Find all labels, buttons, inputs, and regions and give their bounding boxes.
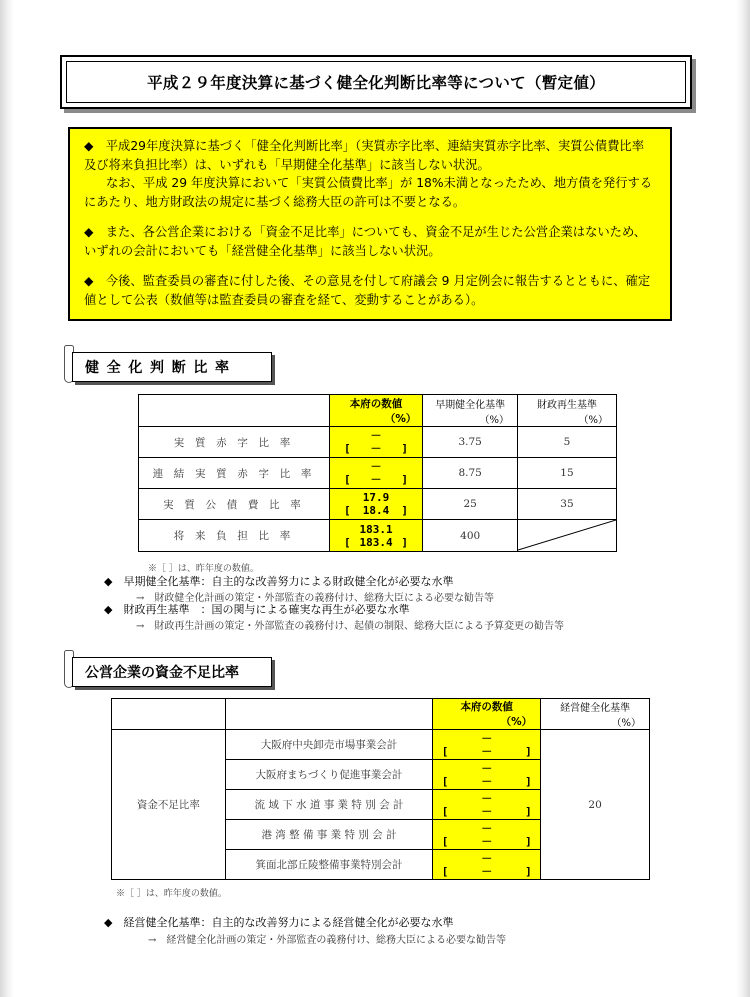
- fu-value-cell: [329, 489, 423, 520]
- diagonal-line: [518, 520, 616, 551]
- row-label: 大阪府まちづくり促進事業会計: [225, 760, 432, 790]
- rebuild-value: 5: [517, 427, 616, 458]
- fu-value-cell: [433, 790, 541, 820]
- fu-value-cell: [329, 427, 423, 458]
- table-corner: [112, 699, 226, 730]
- early-value: 3.75: [423, 427, 518, 458]
- header-fu-label: 本府の数値: [349, 397, 403, 410]
- header-fu-label: 本府の数値: [460, 701, 513, 713]
- shortfall-table: [111, 698, 650, 880]
- rebuild-value-na: [517, 520, 616, 552]
- header-fu-unit: （%）: [500, 716, 533, 728]
- summary-line: ◆ 平成29年度決算に基づく「健全化判断比率」（実質赤字比率、連結実質赤字比率、実質公債費比率: [84, 139, 645, 153]
- section2-heading: [64, 650, 279, 688]
- row-label: 港 湾 整 備 事 業 特 別 会 計: [225, 820, 432, 850]
- summary-paragraph-1: [84, 137, 660, 211]
- row-label: 実 質 公 債 費 比 率: [139, 489, 330, 520]
- summary-line: ◆ また、各公営企業における「資金不足比率」についても、資金不足が生じた公営企業はないため、: [84, 225, 647, 239]
- row-label: 将 来 負 担 比 率: [139, 520, 330, 552]
- previous-value: [ － ]: [441, 744, 532, 758]
- header-early-label: 早期健全化基準: [435, 399, 506, 411]
- section2-note: ※［ ］は、昨年度の数値。: [116, 889, 227, 899]
- section1-heading: [64, 345, 279, 383]
- row-label: 連 結 実 質 赤 字 比 率: [139, 458, 330, 489]
- early-value: 400: [423, 520, 518, 552]
- previous-value: [ － ]: [344, 473, 409, 486]
- section1-bullet-1: ◆ 早期健全化基準：自主的な改善努力による財政健全化が必要な水準: [104, 575, 454, 588]
- summary-box: [68, 127, 672, 321]
- header-rebuild-label: 財政再生基準: [536, 399, 597, 411]
- row-label: 流 域 下 水 道 事 業 特 別 会 計: [225, 790, 432, 820]
- page-edge-left: [0, 0, 14, 997]
- current-value: －: [370, 429, 382, 442]
- header-standard-unit: （%）: [611, 718, 641, 729]
- page-title: 平成２９年度決算に基づく健全化判断比率等について（暫定値）: [66, 61, 686, 103]
- current-value: －: [481, 791, 493, 805]
- header-fu-value: [433, 699, 541, 730]
- standard-value: 20: [541, 730, 650, 880]
- summary-line: 値として公表（数値等は監査委員の審査を経て、変動することがある）。: [84, 292, 484, 307]
- current-value: －: [481, 851, 493, 865]
- previous-value: [ － ]: [441, 774, 532, 788]
- current-value: －: [481, 731, 493, 745]
- table-row: [139, 520, 617, 552]
- row-label: 実 質 赤 字 比 率: [139, 427, 330, 458]
- section2-bullet: ◆ 経営健全化基準：自主的な改善努力による経営健全化が必要な水準: [104, 916, 454, 929]
- section1-note: ※［ ］は、昨年度の数値。: [148, 564, 259, 574]
- section1-bullet-2: ◆ 財政再生基準 ：国の関与による確実な再生が必要な水準: [104, 603, 410, 616]
- header-rebuild: [517, 395, 616, 427]
- section1-bullet-1-sub: → 財政健全化計画の策定・外部監査の義務付け、総務大臣による必要な勧告等: [136, 593, 494, 604]
- previous-value: [ － ]: [344, 442, 409, 455]
- table-corner: [225, 699, 432, 730]
- page-edge-right: [736, 0, 750, 997]
- table-row: [112, 730, 650, 760]
- rebuild-value: 15: [517, 458, 616, 489]
- early-value: 25: [423, 489, 518, 520]
- early-value: 8.75: [423, 458, 518, 489]
- previous-value: [ 18.4 ]: [344, 504, 409, 517]
- current-value: 17.9: [362, 491, 390, 504]
- previous-value: [ － ]: [441, 804, 532, 818]
- rebuild-value: 35: [517, 489, 616, 520]
- current-value: 183.1: [359, 522, 393, 536]
- table-row: [139, 458, 617, 489]
- summary-line: 及び将来負担比率）は、いずれも「早期健全化基準」に該当しない状況。: [84, 157, 490, 172]
- header-early: [423, 395, 518, 427]
- summary-line: なお、平成 29 年度決算において「実質公債費比率」が 18%未満となったため、地方債を発行する: [106, 176, 653, 190]
- section1-title: 健 全 化 判 断 比 率: [72, 352, 272, 382]
- section2-bullet-sub: → 経営健全化計画の策定・外部監査の義務付け、総務大臣による必要な勧告等: [148, 935, 506, 946]
- fu-value-cell: [329, 520, 423, 552]
- previous-value: [ 183.4 ]: [344, 535, 409, 549]
- header-rebuild-unit: （%）: [578, 414, 608, 426]
- section2-title: 公営企業の資金不足比率: [72, 657, 272, 687]
- header-standard: [541, 699, 650, 730]
- summary-paragraph-2: [84, 223, 660, 260]
- row-label: 大阪府中央卸売市場事業会計: [225, 730, 432, 760]
- ratio-table: [138, 394, 617, 552]
- current-value: －: [481, 761, 493, 775]
- table-row: [139, 427, 617, 458]
- summary-paragraph-3: [84, 272, 660, 309]
- previous-value: [ － ]: [441, 834, 532, 848]
- fu-value-cell: [329, 458, 423, 489]
- summary-line: ◆ 今後、監査委員の審査に付した後、その意見を付して府議会 9 月定例会に報告するとともに、確定: [84, 274, 651, 288]
- header-standard-label: 経営健全化基準: [560, 703, 631, 714]
- current-value: －: [370, 460, 382, 473]
- section1-bullet-2-sub: → 財政再生計画の策定・外部監査の義務付け、起債の制限、総務大臣による予算変更の勧告等: [136, 621, 564, 632]
- previous-value: [ － ]: [441, 864, 532, 878]
- current-value: －: [481, 821, 493, 835]
- table-corner: [139, 395, 330, 427]
- summary-line: にあたり、地方財政法の規定に基づく総務大臣の許可は不要となる。: [84, 194, 466, 209]
- title-box: [60, 55, 692, 109]
- header-fu-value: [329, 395, 423, 427]
- fu-value-cell: [433, 820, 541, 850]
- row-label: 箕面北部丘陵整備事業特別会計: [225, 850, 432, 880]
- table-row: [139, 489, 617, 520]
- fu-value-cell: [433, 730, 541, 760]
- group-label: 資金不足比率: [112, 730, 226, 880]
- fu-value-cell: [433, 850, 541, 880]
- summary-line: いずれの会計においても「経営健全化基準」に該当しない状況。: [84, 243, 441, 258]
- header-fu-unit: （%）: [384, 412, 417, 425]
- fu-value-cell: [433, 760, 541, 790]
- header-early-unit: （%）: [479, 414, 509, 426]
